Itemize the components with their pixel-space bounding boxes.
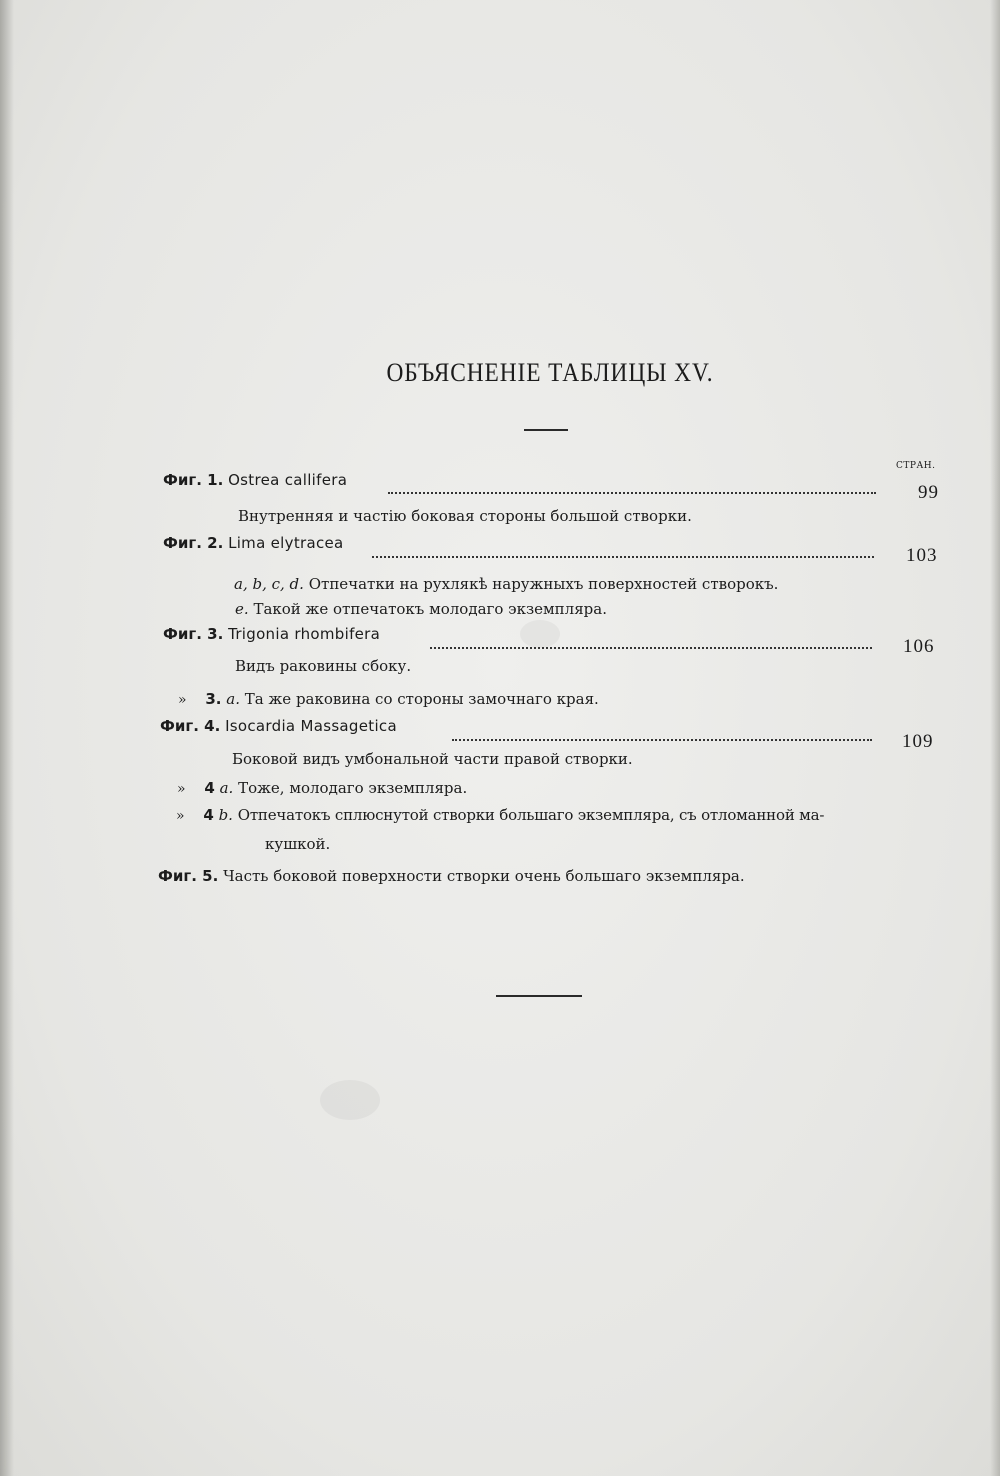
page-number: 99	[918, 482, 939, 503]
title-rule	[524, 429, 568, 431]
figure-letters: b.	[218, 806, 233, 824]
dot-leader	[430, 627, 872, 649]
species-name: Trigonia rhombifera	[228, 625, 381, 643]
page-number: 103	[906, 545, 938, 566]
dot-leader	[452, 719, 872, 741]
figure-description-text: Та же раковина со стороны замочнаго края.	[244, 690, 599, 708]
figure-number: Фиг. 5.	[158, 867, 219, 885]
ditto-mark: »	[177, 781, 186, 797]
figure-description: Боковой видъ умбональной части правой створки.	[232, 750, 633, 768]
figure-description: Видъ раковины сбоку.	[235, 657, 412, 675]
closing-rule	[496, 995, 582, 997]
page-column-header: СТРАН.	[896, 461, 936, 471]
species-name: Isocardia Massagetica	[225, 717, 397, 735]
figure-number: 4	[204, 779, 215, 797]
figure-letters: a, b, c, d.	[234, 575, 304, 593]
figure-description: Внутренняя и частію боковая стороны большой створки.	[238, 507, 692, 525]
species-name: Lima elytracea	[228, 534, 344, 552]
figure-description-text: Часть боковой поверхности створки очень большаго экземпляра.	[223, 867, 745, 885]
figure-number: 4	[203, 806, 214, 824]
entry-heading	[163, 470, 347, 490]
figure-number: Фиг. 3.	[163, 625, 224, 643]
dot-leader	[388, 472, 876, 494]
figure-letters: e.	[235, 600, 249, 618]
figure-description-text: Отпечатки на рухлякѣ наружныхъ поверхностей створокъ.	[308, 575, 779, 593]
page-number: 106	[903, 636, 935, 657]
ditto-mark: »	[178, 692, 187, 708]
species-name: Ostrea callifera	[228, 471, 348, 489]
figure-description	[235, 599, 607, 619]
page-title: ОБЪЯСНЕНІЕ ТАБЛИЦЫ XV.	[386, 358, 714, 387]
figure-number: Фиг. 1.	[163, 471, 224, 489]
figure-number: Фиг. 2.	[163, 534, 224, 552]
ditto-mark: »	[176, 808, 185, 824]
figure-sub-description	[178, 689, 599, 710]
entry-heading	[163, 624, 380, 644]
figure-number: Фиг. 4.	[160, 717, 221, 735]
paper-stain	[320, 1080, 380, 1120]
figure-sub-description	[176, 805, 824, 826]
figure-description-text: Отпечатокъ сплюснутой створки большаго экземпляра, съ отломанной ма-	[237, 806, 825, 824]
page-edge-right	[990, 0, 1000, 1476]
figure-description	[234, 574, 778, 594]
entry-heading	[158, 866, 745, 886]
page-edge-left	[0, 0, 14, 1476]
figure-letters: a.	[226, 690, 240, 708]
entry-heading	[163, 533, 344, 553]
figure-sub-description	[177, 778, 467, 799]
figure-description-text: Тоже, молодаго экземпляра.	[238, 779, 468, 797]
figure-letters: a.	[219, 779, 234, 797]
dot-leader	[372, 536, 874, 558]
entry-heading	[160, 716, 397, 736]
figure-description-text: Такой же отпечатокъ молодаго экземпляра.	[253, 600, 607, 618]
figure-number: 3.	[205, 690, 222, 708]
figure-description-continued: кушкой.	[265, 835, 331, 853]
page-number: 109	[902, 731, 934, 752]
